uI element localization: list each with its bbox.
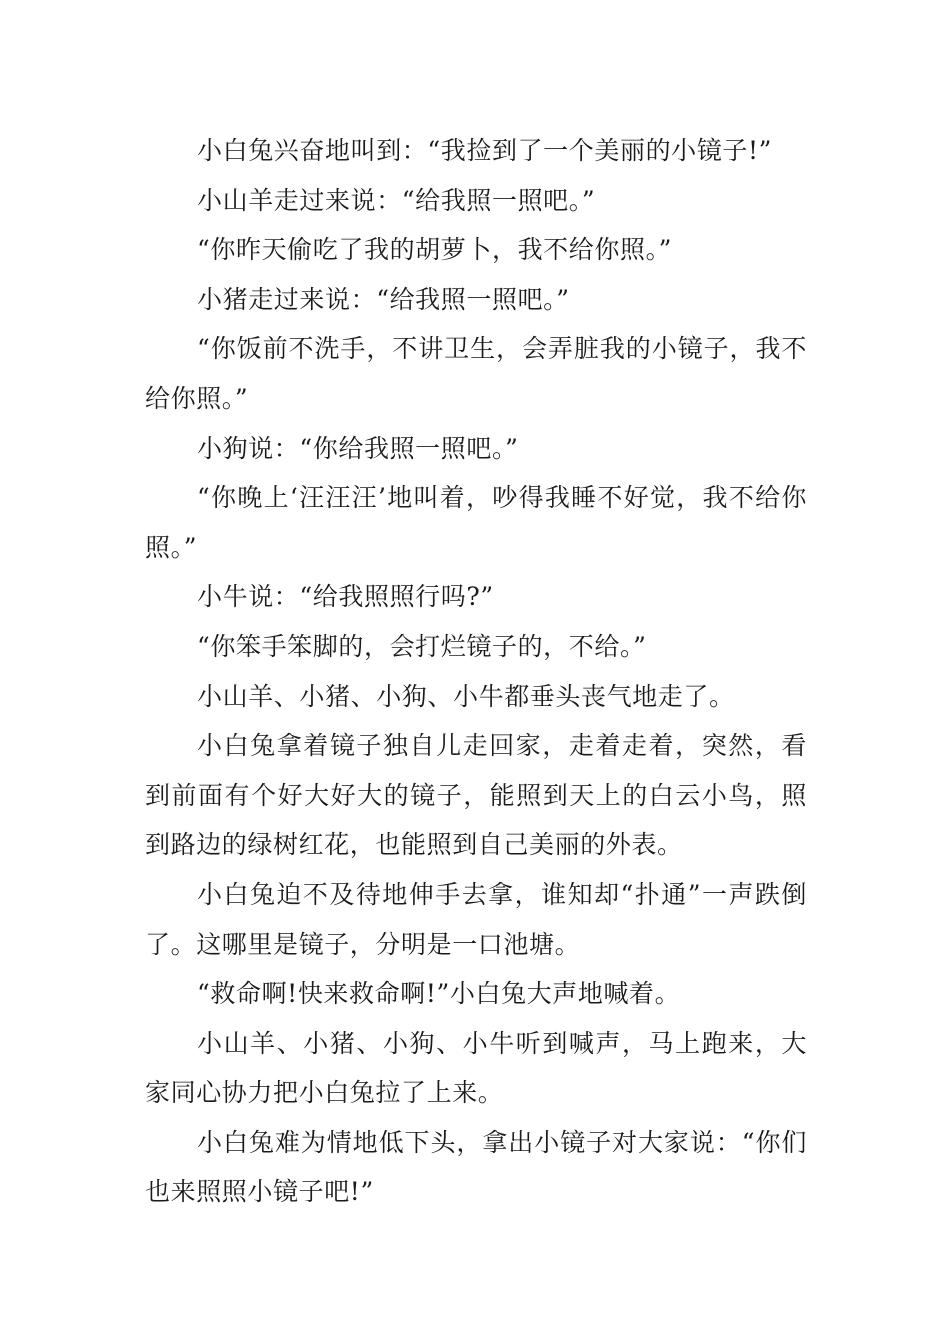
story-text xyxy=(145,126,807,1217)
paragraph: 小狗说：“你给我照一照吧。” xyxy=(197,433,519,463)
paragraph: 小白兔兴奋地叫到：“我捡到了一个美丽的小镜子!” xyxy=(197,136,773,165)
paragraph: 小白兔迫不及待地伸手去拿，谁知却“扑通”一声跌倒了。这哪里是镜子，分明是一口池塘。 xyxy=(145,879,807,959)
paragraph: 小猪走过来说：“给我照一照吧。” xyxy=(197,284,570,314)
paragraph: “你笨手笨脚的，会打烂镜子的，不给。” xyxy=(197,631,647,661)
paragraph: “救命啊!快来救命啊!”小白兔大声地喊着。 xyxy=(197,979,681,1009)
paragraph: “你晚上‘汪汪汪’地叫着，吵得我睡不好觉，我不给你照。” xyxy=(145,483,807,562)
paragraph: 小白兔拿着镜子独自儿走回家，走着走着，突然，看到前面有个好大好大的镜子，能照到天上的白云小鸟，照到路边的绿树红花，也能照到自己美丽的外表。 xyxy=(145,731,807,860)
paragraph: “你饭前不洗手，不讲卫生，会弄脏我的小镜子，我不给你照。” xyxy=(145,334,807,413)
paragraph: 小牛说：“给我照照行吗?” xyxy=(197,582,494,612)
paragraph: “你昨天偷吃了我的胡萝卜，我不给你照。” xyxy=(197,235,673,265)
paragraph: 小白兔难为情地低下头，拿出小镜子对大家说：“你们也来照照小镜子吧!” xyxy=(145,1127,807,1207)
paragraph: 小山羊、小猪、小狗、小牛听到喊声，马上跑来，大家同心协力把小白兔拉了上来。 xyxy=(145,1028,807,1108)
paragraph: 小山羊、小猪、小狗、小牛都垂头丧气地走了。 xyxy=(197,681,735,711)
paragraph: 小山羊走过来说：“给我照一照吧。” xyxy=(197,185,596,215)
